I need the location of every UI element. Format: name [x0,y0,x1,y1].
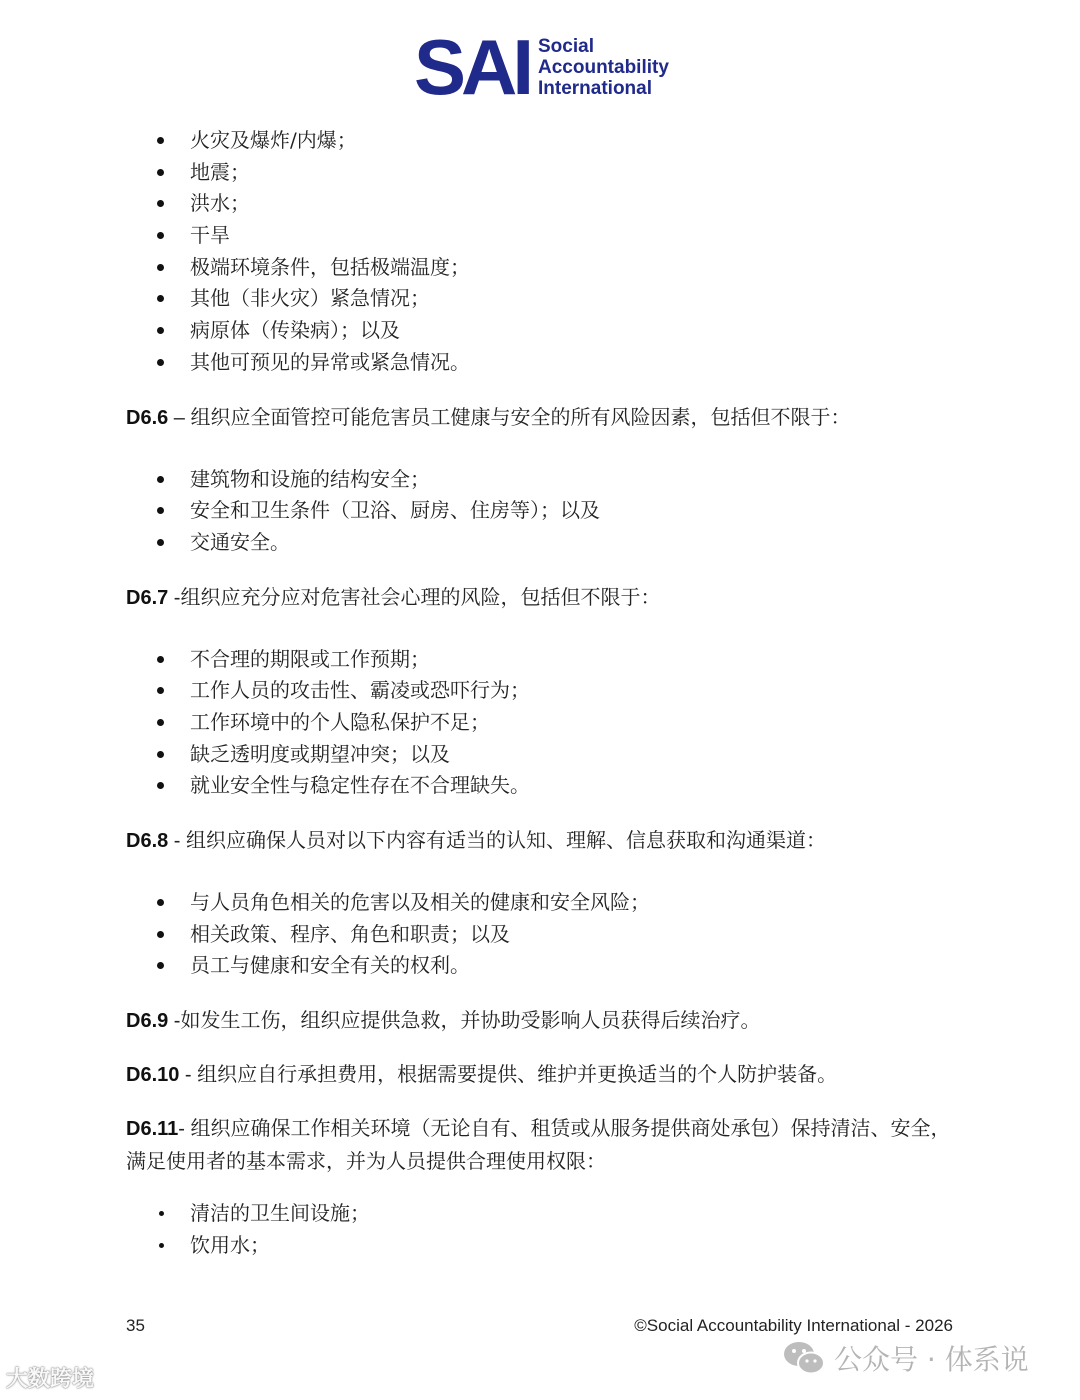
list-item: 缺乏透明度或期望冲突；以及 [126,739,956,771]
list-item: 病原体（传染病）；以及 [126,315,956,347]
page-number: 35 [126,1316,145,1335]
psychosocial-risk-list [126,644,956,802]
list-item: 员工与健康和安全有关的权利。 [126,950,956,982]
logo-mark: SAI [414,23,530,111]
list-item: 干旱 [126,220,956,252]
logo-wordmark: Social Accountability International [538,36,669,99]
list-item: 其他（非火灾）紧急情况； [126,283,956,315]
list-item: 不合理的期限或工作预期； [126,644,956,676]
bullet-icon [157,931,164,938]
list-item: 工作环境中的个人隐私保护不足； [126,707,956,739]
clause-d6-11: D6.11- 组织应确保工作相关环境（无论自有、租赁或从服务提供商处承包）保持清洁、安全，满足使用者的基本需求，并为人员提供合理使用权限： [126,1116,951,1174]
bullet-icon [157,232,164,239]
list-item: 相关政策、程序、角色和职责；以及 [126,919,956,951]
list-item: 就业安全性与稳定性存在不合理缺失。 [126,770,956,802]
list-item: 火灾及爆炸/内爆； [126,125,956,157]
bullet-icon [157,507,164,514]
list-item: 洪水； [126,188,956,220]
bullet-icon [157,539,164,546]
bullet-icon [157,359,164,366]
list-item: 与人员角色相关的危害以及相关的健康和安全风险； [126,887,956,919]
clause-d6-7: D6.7 -组织应充分应对危害社会心理的风险，包括但不限于： [126,584,661,609]
clause-d6-8: D6.8 - 组织应确保人员对以下内容有适当的认知、理解、信息获取和沟通渠道： [126,828,827,852]
safety-list [126,464,956,559]
list-item: 饮用水； [126,1230,956,1262]
bullet-icon [157,295,164,302]
bullet-icon [157,200,164,207]
bullet-icon [157,899,164,906]
list-item: 安全和卫生条件（卫浴、厨房、住房等）；以及 [126,495,956,527]
watermark-left: 大数跨境 [6,1367,95,1392]
document-body [126,125,956,1261]
copyright-notice: ©Social Accountability International - 2026 [634,1316,953,1335]
bullet-icon [157,656,164,663]
bullet-icon [157,751,164,758]
list-item: 清洁的卫生间设施； [126,1198,956,1230]
bullet-icon [157,476,164,483]
bullet-icon [157,264,164,271]
bullet-icon [157,782,164,789]
hazard-list [126,125,956,379]
clause-d6-6: D6.6 – 组织应全面管控可能危害员工健康与安全的所有风险因素，包括但不限于： [126,404,851,429]
wechat-icon [782,1339,826,1377]
clause-d6-9: D6.9 -如发生工伤，组织应提供急救，并协助受影响人员获得后续治疗。 [126,1008,761,1033]
bullet-icon [159,1211,164,1216]
list-item: 交通安全。 [126,527,956,559]
list-item: 工作人员的攻击性、霸凌或恐吓行为； [126,675,956,707]
bullet-icon [157,962,164,969]
watermark-right: 公众号 · 体系说 [782,1338,1029,1378]
facilities-list [126,1198,956,1261]
bullet-icon [157,687,164,694]
list-item: 地震； [126,157,956,189]
list-item: 建筑物和设施的结构安全； [126,464,956,496]
awareness-list [126,887,956,982]
bullet-icon [157,719,164,726]
list-item: 其他可预见的异常或紧急情况。 [126,347,956,379]
bullet-icon [159,1243,164,1248]
list-item: 极端环境条件，包括极端温度； [126,252,956,284]
clause-d6-10: D6.10 - 组织应自行承担费用，根据需要提供、维护并更换适当的个人防护装备。 [126,1062,838,1087]
bullet-icon [157,169,164,176]
bullet-icon [157,137,164,144]
bullet-icon [157,327,164,334]
